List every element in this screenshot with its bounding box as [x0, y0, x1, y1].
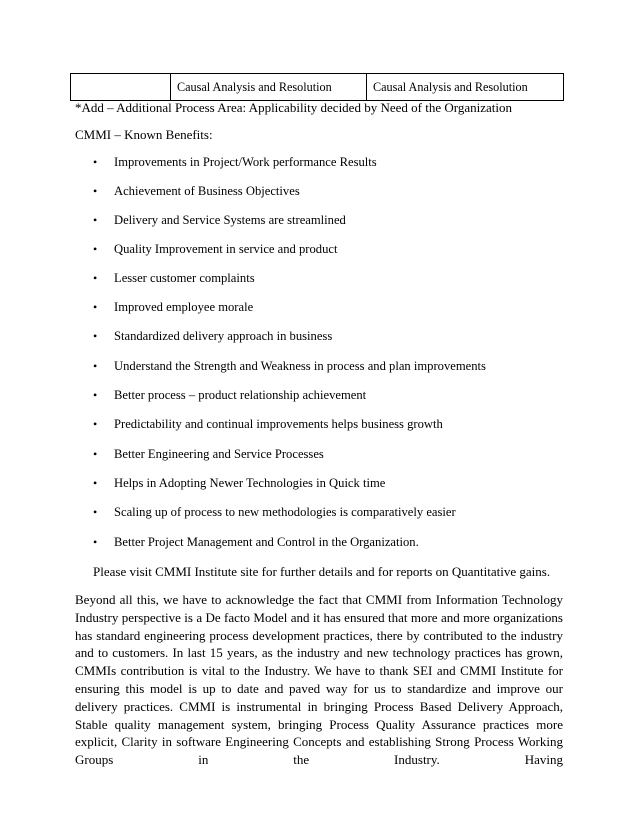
list-item-text: Understand the Strength and Weakness in process and plan improvements [114, 359, 486, 373]
list-item-text: Scaling up of process to new methodologies is comparatively easier [114, 505, 456, 519]
bullet-icon: • [93, 535, 98, 549]
list-item-text: Better Engineering and Service Processes [114, 447, 324, 461]
bullet-icon: • [93, 388, 98, 402]
list-item-text: Improved employee morale [114, 300, 254, 314]
visit-note: Please visit CMMI Institute site for further details and for reports on Quantitative gains. [93, 564, 551, 579]
table-row [71, 74, 564, 101]
list-item-text: Better Project Management and Control in the Organization. [114, 535, 419, 549]
additional-process-note: *Add – Additional Process Area: Applicability decided by Need of the Organization [75, 100, 512, 115]
bullet-icon: • [93, 476, 98, 490]
list-item-text: Better process – product relationship achievement [114, 388, 367, 402]
bullet-icon: • [93, 184, 98, 198]
list-item-text: Helps in Adopting Newer Technologies in Quick time [114, 476, 386, 490]
table-cell-process-area: Causal Analysis and Resolution [367, 74, 564, 101]
bullet-icon: • [93, 155, 98, 169]
list-item-text: Standardized delivery approach in business [114, 329, 333, 343]
body-paragraph: Beyond all this, we have to acknowledge the fact that CMMI from Information Technology Industry perspective is a De facto Model and it has ensured that more and more organizations has standard engineering process development practices, there by contributed to the industry and to customers. In last 15 years, as the industry and new technology practices has grown, CMMIs contribution is vital to the Industry. We have to thank SEI and CMMI Institute for ensuring this model is up to date and paved way for us to standardize and improve our delivery practices. CMMI is instrumental in bringing Process Based Delivery Approach, Stable quality management system, bringing Process Quality Assurance practices more explicit, Clarity in software Engineering Concepts and establishing Strong Process Working Groups in the Industry. Having [75, 592, 563, 768]
list-item-text: Predictability and continual improvements helps business growth [114, 417, 443, 431]
bullet-icon: • [93, 300, 98, 314]
bullet-icon: • [93, 447, 98, 461]
bullet-icon: • [93, 505, 98, 519]
table-cell-empty [71, 74, 171, 101]
process-area-table [70, 73, 564, 101]
list-item-text: Improvements in Project/Work performance Results [114, 155, 377, 169]
bullet-icon: • [93, 417, 98, 431]
bullet-icon: • [93, 359, 98, 373]
bullet-icon: • [93, 271, 98, 285]
list-item-text: Quality Improvement in service and product [114, 242, 338, 256]
benefits-heading: CMMI – Known Benefits: [75, 127, 213, 142]
bullet-icon: • [93, 213, 98, 227]
list-item-text: Achievement of Business Objectives [114, 184, 300, 198]
list-item-text: Lesser customer complaints [114, 271, 255, 285]
table-cell-process-area: Causal Analysis and Resolution [171, 74, 367, 101]
bullet-icon: • [93, 329, 98, 343]
list-item-text: Delivery and Service Systems are streamlined [114, 213, 346, 227]
bullet-icon: • [93, 242, 98, 256]
